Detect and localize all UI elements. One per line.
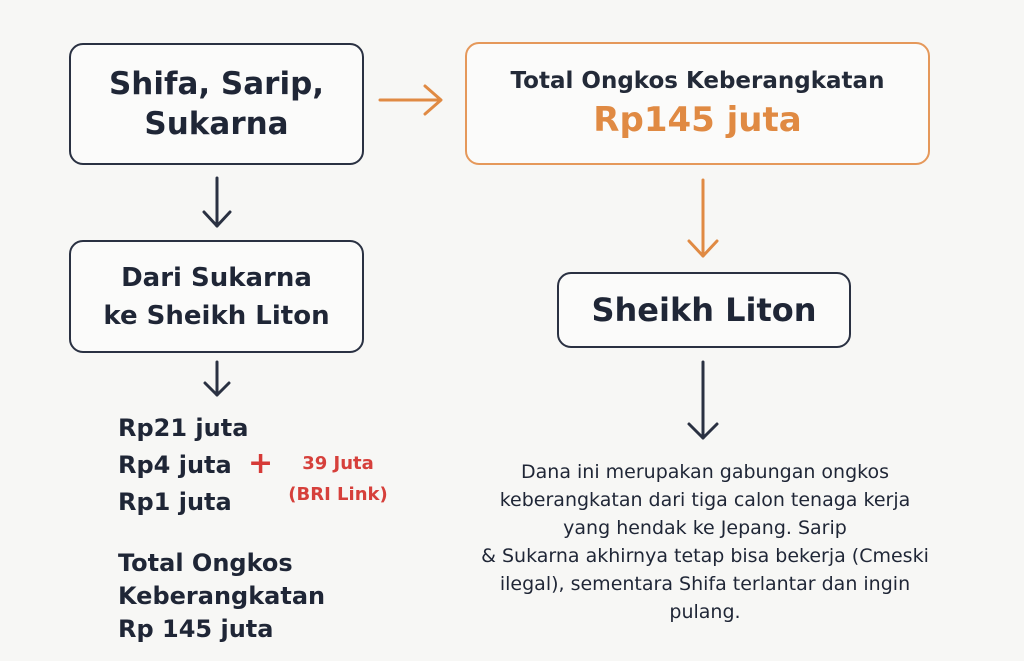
amount-list bbox=[118, 410, 248, 521]
plus-icon: + bbox=[248, 446, 274, 481]
node-transfer bbox=[69, 240, 364, 353]
amount-item: Rp1 juta bbox=[118, 488, 232, 516]
bri-link-label: (BRI Link) bbox=[288, 484, 388, 505]
description-text bbox=[420, 458, 990, 626]
arrow-transfer-to-amounts bbox=[205, 362, 229, 395]
node-people-line-1: Shifa, Sarip, bbox=[108, 66, 325, 102]
total-summary-line: Keberangkatan bbox=[118, 582, 326, 610]
arrow-total-to-recipient bbox=[689, 180, 717, 256]
bri-link-note bbox=[276, 448, 400, 510]
bri-link-amount: 39 Juta bbox=[302, 453, 374, 474]
node-people bbox=[69, 43, 364, 165]
description-line: ilegal), sementara Shifa terlantar dan ingin bbox=[499, 573, 911, 595]
description-line: & Sukarna akhirnya tetap bisa bekerja (Cmeski bbox=[481, 545, 929, 567]
node-people-line-2: Sukarna bbox=[144, 106, 289, 142]
node-transfer-line-2: ke Sheikh Liton bbox=[103, 300, 330, 331]
arrow-people-to-transfer bbox=[204, 178, 230, 226]
node-total-cost-label: Total Ongkos Keberangkatan bbox=[510, 67, 885, 94]
description-line: yang hendak ke Jepang. Sarip bbox=[563, 517, 847, 539]
total-summary bbox=[118, 547, 325, 646]
description-line: keberangkatan dari tiga calon tenaga kerja bbox=[499, 489, 911, 511]
node-recipient-label: Sheikh Liton bbox=[591, 291, 817, 329]
node-recipient bbox=[557, 272, 851, 348]
node-transfer-line-1: Dari Sukarna bbox=[121, 262, 312, 293]
description-line: Dana ini merupakan gabungan ongkos bbox=[521, 461, 889, 483]
description-line: pulang. bbox=[669, 601, 741, 623]
arrow-people-to-total bbox=[380, 86, 441, 114]
amount-item: Rp4 juta bbox=[118, 451, 232, 479]
node-total-cost bbox=[465, 42, 930, 165]
node-total-cost-amount: Rp145 juta bbox=[593, 99, 802, 140]
amount-item: Rp21 juta bbox=[118, 414, 249, 442]
arrow-recipient-to-description bbox=[689, 362, 717, 438]
total-summary-line: Total Ongkos bbox=[118, 549, 293, 577]
total-summary-amount: Rp 145 juta bbox=[118, 615, 274, 643]
